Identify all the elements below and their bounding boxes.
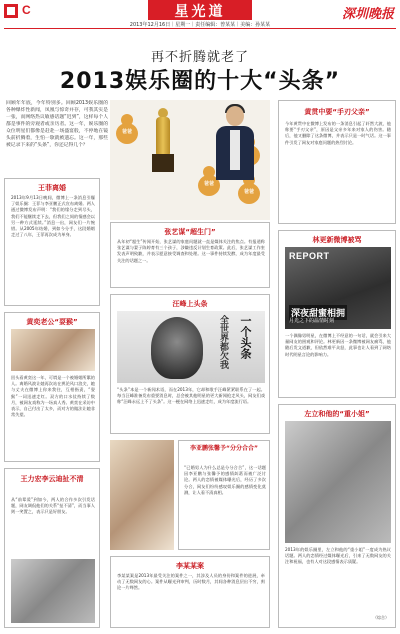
photo-couple (11, 329, 95, 371)
box-title: 李亚鹏张馨予“分分合合” (190, 445, 258, 452)
box-body: 2013年的娱乐圈里，左立和他的“重小姐”一度成为热议话题。两人的恋情经过媒体曝光后，引来了无数网友的关注和祝福，也有人对这段感情表示质疑。 (285, 547, 391, 565)
photo-wang-feng-poster (117, 311, 265, 383)
box-title: 汪峰上头条 (172, 300, 208, 308)
box-li-yapeng (178, 440, 270, 550)
magazine-masthead: REPORT (289, 251, 330, 261)
photo-couple-right (285, 421, 391, 543)
box-lin-gengxin (278, 230, 396, 398)
box-title: 王力宏李云迪扯不清 (20, 475, 84, 483)
box-zuo-li (278, 404, 396, 628)
signoff: （综合） (373, 615, 389, 620)
box-huang-guanzhong (278, 100, 396, 224)
photo-two-men (11, 559, 95, 623)
box-huang-yi (4, 312, 100, 462)
box-body: 今年黄贯中在微博上发布的一条消息引起了轩然大波，他称要“手刃父亲”，原因是父亲多年来对家人的伤害。随后，他又删除了这条微博，并表示只是一时气话。这一事件引发了网友对家庭问题的热烈讨论。 (285, 121, 391, 145)
box-body: 一个偶像男明星，在微博上不经意的一句话，就会引来大量网友的围观和评论。林更新因一条微博被网友痛骂，他随后发文道歉，但依然难平众怒，此事也让人看到了网络时代明星言论的影响力。 (285, 333, 391, 357)
magazine-headline: 深夜甜蜜相拥 (289, 305, 347, 320)
section-logo-icon (4, 4, 18, 18)
cartoon-figure (214, 102, 256, 180)
box-title: 张艺谋“超生门” (164, 228, 216, 236)
page-number: C (22, 3, 31, 17)
portrait (151, 317, 203, 379)
box-body: “头条”本是一个新闻术语，而在2013年，它却和歌手汪峰紧紧联系在了一起。每当汪峰准备发布重要消息时，总会被其他明星的更大新闻抢走风头，网友们戏称“汪峰永远上不了头条”。这一梗在网络上迅速走红，成为年度流行语。 (117, 387, 265, 405)
box-title: 黄奕老公“耍猴” (26, 318, 78, 326)
box-body: 回头看黄奕这一年，可谓是一个被婚姻所累的人。离婚风波让她再次站在舆论风口浪尖，她与丈夫在微博上你来我往，互相指责，“耍猴”一词迅速走红。双方的口水仗持续了数月，被网友戏称为一场真人秀。黄奕在采访中表示，自己付出了太多，而对方的做法让她非常失望。 (11, 375, 95, 418)
box-li-someone (110, 556, 270, 628)
photo-magazine-cover (285, 247, 391, 329)
box-title: 黄贯中要“手刃父亲” (304, 108, 370, 116)
article-lead: 回顾年年底，今年特别多。回顾2013娱乐圈的各种爆炸性新闻，凤凰与惊奇并存，可我其实是一张，而网络热议敏感话题“迟到”，这样每个人都是事件的旁观者或亲历者。这一年，娱乐圈的众位明星们都像是赶赴一场盛宴般，不停地在镜头前折腾着，生怕一歇就被遗忘。这一年，那些被记录下来的“头条”，你还记得几个？ (6, 101, 108, 148)
box-title: 左立和他的“重小姐” (304, 410, 370, 418)
box-title: 李某某案 (176, 562, 204, 570)
box-body: 从年初“超生”传闻开始，张艺谋的家庭问题就一直是媒体关注的焦点。有报道称张艺谋与妻子陈婷育有三个孩子，涉嫌违反计划生育政策。此后，张艺谋工作室发表声明致歉，并表示愿意接受调查和处理。这一事件持续发酵，成为年度最受关注的话题之一。 (117, 239, 265, 263)
poster-text-a: 一个头条 (239, 315, 252, 359)
box-wang-feng (110, 294, 270, 434)
box-body: 2013年9月13日晚间，微博上一条消息引爆了娱乐圈：王菲与李亚鹏正式宣布离婚。两人通过微博发布声明：“我们的缘分走到尽头，我们不能继续走下去，但我们之间的情感会以另一种方式延续。”消息一出，网友们一片惋惜。从2005年结婚，到如今分手，这段婚姻走过了八年，王菲再次成为单身。 (11, 195, 95, 238)
article-subhead: 再不折腾就老了 (150, 50, 249, 65)
header-rule (4, 28, 396, 29)
photo-li-yapeng (110, 440, 174, 550)
section-title: 星光道 (174, 4, 226, 20)
box-title: 林更新微博被骂 (312, 236, 362, 244)
magazine-subline: 月光之下的温情时刻 (289, 318, 335, 324)
gourd-icon: 爸爸 (116, 114, 138, 144)
page-header (0, 0, 400, 28)
oscar-statue-icon (150, 108, 176, 172)
dateline: 2013年12月16日｜星期一｜责任编辑：曾某某｜美编：孙某某 (129, 22, 271, 28)
box-body: 李某某案是2013年最受关注的案件之一，其涉及人员的身份和案件的进展，牵动了无数网友的心。案件从曝光到审判，历时数月，其间各种消息层出不穷，舆论一片哗然。 (117, 573, 265, 591)
gourd-icon: 爸爸 (198, 166, 220, 196)
box-wang-leehom (4, 468, 100, 628)
box-zhang-yimou (110, 222, 270, 288)
gourd-icon: 爸爸 (238, 174, 260, 204)
box-body: 从“前辈爱”到如今，两人的合作多次引发话题，网友调侃他们的关系“扯不清”，而当事人则一笑置之，表示只是好朋友。 (11, 497, 95, 515)
box-wang-fei (4, 178, 100, 306)
photo-zhang-yimou (110, 100, 270, 220)
box-title: 王菲离婚 (38, 184, 66, 192)
newspaper-brand: 深圳晚报 (341, 7, 394, 22)
box-body: “已婚男人为什么总是分分合合”，这一话题因李亚鹏与张馨予的感情纠葛而被广泛讨论。两人的恋情被媒体曝光后，经历了多次分合，网友们纷纷感叹娱乐圈的感情变化莫测，让人看不清真相。 (184, 465, 266, 495)
poster-text-b: 全世界都欠我 (218, 315, 228, 369)
article-headline: 2013娱乐圈的十大“头条” (59, 69, 341, 94)
section-ribbon (148, 0, 252, 20)
